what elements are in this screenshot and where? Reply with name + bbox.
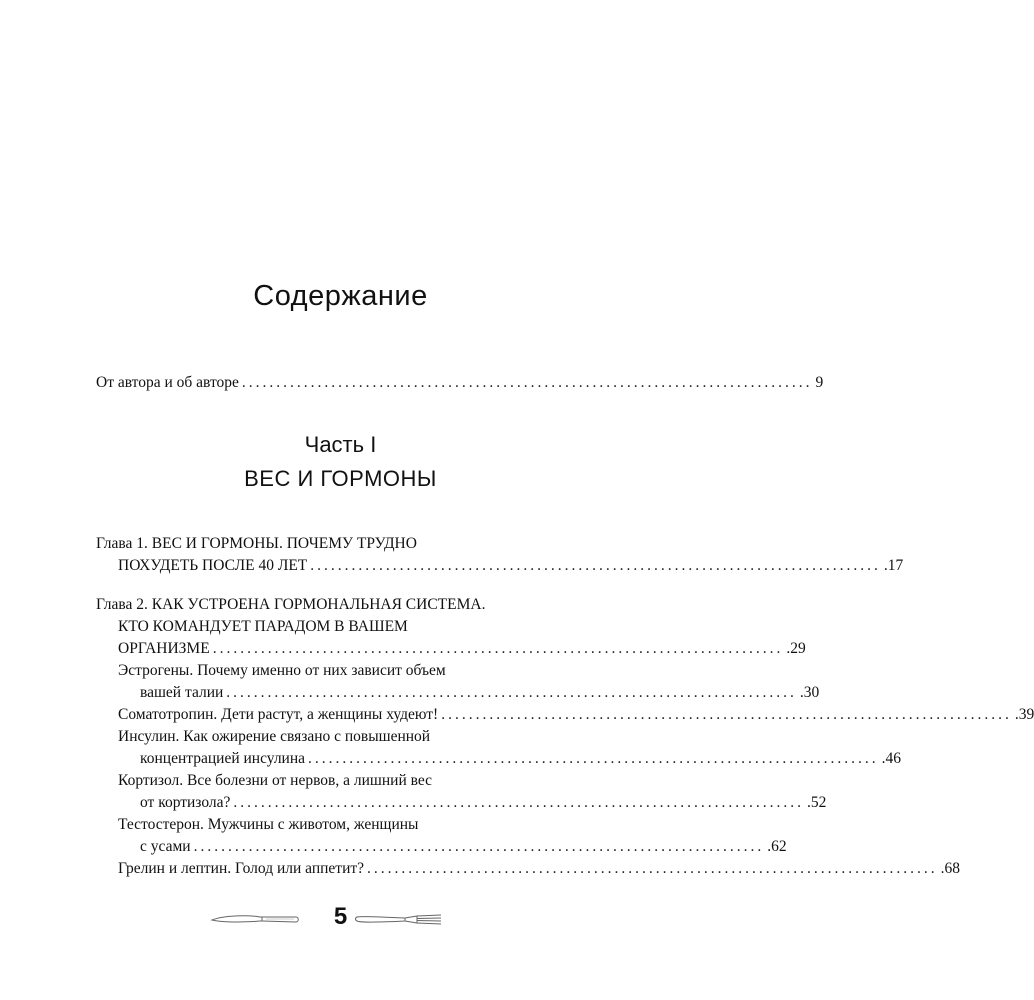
toc-section-ghrelin-leptin[interactable] (118, 858, 961, 880)
toc-section-insulin-line1[interactable]: Инсулин. Как ожирение связано с повышенной (118, 728, 431, 745)
toc-section-testosterone[interactable] (140, 836, 787, 858)
toc-entry-text: от кортизола? (140, 794, 231, 811)
dot-leader: ................................................................................... (367, 860, 938, 877)
part-number: Часть I (304, 432, 377, 457)
toc-entry-text: вашей талии (140, 684, 224, 701)
dot-leader: ................................................................................... (226, 684, 797, 701)
toc-page-number: .17 (883, 557, 904, 574)
toc-section-estrogens[interactable] (140, 682, 820, 704)
toc-section-cortisol-line1[interactable]: Кортизол. Все болезни от нервов, а лишний вес (118, 772, 432, 789)
toc-entry-text: с усами (140, 838, 191, 855)
dot-leader: ................................................................................... (308, 750, 879, 767)
toc-entry-text: От автора и об авторе (96, 374, 239, 391)
toc-page-number: .62 (767, 838, 787, 855)
dot-leader: ................................................................................... (193, 838, 765, 855)
toc-chapter-2-line1[interactable]: Глава 2. КАК УСТРОЕНА ГОРМОНАЛЬНАЯ СИСТЕМА. (96, 596, 486, 613)
toc-page-number: 9 (815, 374, 824, 391)
toc-entry-text: концентрацией инсулина (140, 750, 306, 767)
page-footer (0, 901, 681, 941)
toc-page-number: .39 (1014, 706, 1034, 723)
toc-entry-text: Соматотропин. Дети растут, а женщины худеют! (118, 706, 439, 723)
toc-page-number: .68 (940, 860, 961, 877)
dot-leader: ................................................................................... (212, 640, 784, 657)
dot-leader: ................................................................................... (441, 706, 1012, 723)
toc-section-estrogens-line1[interactable]: Эстрогены. Почему именно от них зависит объем (118, 662, 446, 679)
toc-entry-foreword[interactable] (96, 372, 824, 394)
toc-entry-text: Грелин и лептин. Голод или аппетит? (118, 860, 365, 877)
dot-leader: ................................................................................... (233, 794, 804, 811)
toc-entry-text: ПОХУДЕТЬ ПОСЛЕ 40 ЛЕТ (118, 557, 308, 574)
dot-leader: ................................................................................... (310, 557, 881, 574)
toc-chapter-1-line1[interactable]: Глава 1. ВЕС И ГОРМОНЫ. ПОЧЕМУ ТРУДНО (96, 535, 417, 552)
toc-page-number: .29 (786, 640, 806, 657)
toc-chapter-2[interactable] (118, 638, 806, 660)
part-name: ВЕС И ГОРМОНЫ (244, 466, 437, 491)
page-title: Содержание (253, 280, 428, 312)
toc-page-number: .30 (799, 684, 820, 701)
toc-page-number: .46 (881, 750, 902, 767)
fork-icon (355, 911, 445, 927)
toc-section-somatotropin[interactable] (118, 704, 1034, 726)
toc-section-insulin[interactable] (140, 748, 902, 770)
toc-section-testosterone-line1[interactable]: Тестостерон. Мужчины с животом, женщины (118, 816, 419, 833)
toc-entry-text: ОРГАНИЗМЕ (118, 640, 210, 657)
toc-page-number: .52 (807, 794, 827, 811)
page-number: 5 (333, 903, 348, 930)
toc-section-cortisol[interactable] (140, 792, 827, 814)
dot-leader: ................................................................................... (241, 374, 813, 391)
toc-chapter-1[interactable] (118, 555, 904, 577)
toc-chapter-2-line2[interactable]: КТО КОМАНДУЕТ ПАРАДОМ В ВАШЕМ (118, 618, 408, 635)
